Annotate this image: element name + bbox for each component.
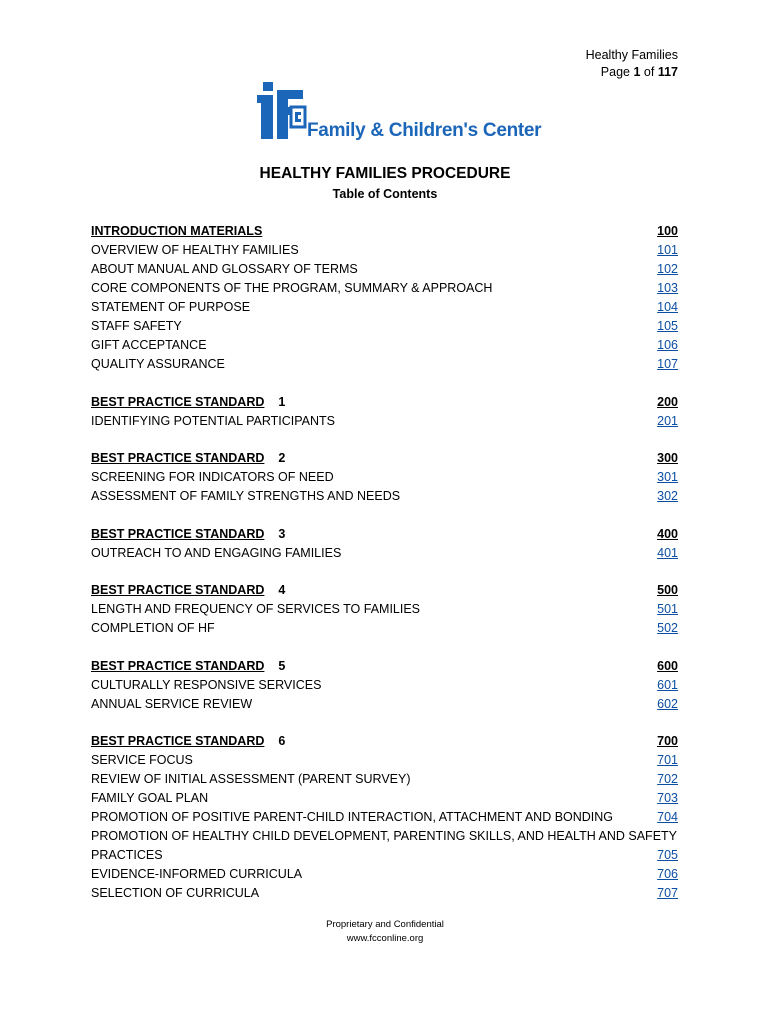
toc-section-heading[interactable] <box>91 657 678 676</box>
toc-standard-number: 5 <box>278 658 286 673</box>
toc-entry[interactable] <box>91 412 678 431</box>
toc-entry[interactable] <box>91 789 678 808</box>
toc-entry[interactable] <box>91 751 678 770</box>
toc-entry-label: SERVICE FOCUS <box>91 753 193 767</box>
toc-heading-label <box>91 732 657 751</box>
toc-entry[interactable] <box>91 600 678 619</box>
toc-entry-label: GIFT ACCEPTANCE <box>91 338 207 352</box>
toc-section-heading[interactable] <box>91 449 678 468</box>
toc-entry-page-link[interactable]: 302 <box>657 489 678 503</box>
toc-entry-page-link[interactable]: 106 <box>657 338 678 352</box>
toc-entry[interactable] <box>91 260 678 279</box>
toc-entry[interactable] <box>91 846 678 865</box>
toc-entry[interactable] <box>91 487 678 506</box>
document-subtitle: Table of Contents <box>332 187 438 201</box>
toc-heading-text: BEST PRACTICE STANDARD <box>91 526 265 541</box>
toc-entry[interactable] <box>91 544 678 563</box>
toc-heading-label <box>91 525 657 544</box>
toc-entry-label: STATEMENT OF PURPOSE <box>91 300 251 314</box>
org-logo <box>255 80 542 146</box>
toc-entry-label: PROMOTION OF POSITIVE PARENT-CHILD INTERACTION, ATTACHMENT AND BONDING <box>91 810 614 824</box>
toc-heading-text: INTRODUCTION MATERIALS <box>91 224 263 238</box>
toc-entry-page-link[interactable]: 701 <box>657 753 678 767</box>
toc-heading-page: 500 <box>657 583 678 597</box>
table-of-contents <box>91 222 678 922</box>
fcc-logo-mark-icon <box>255 80 311 142</box>
page-total: 117 <box>657 65 678 79</box>
toc-standard-number: 1 <box>278 394 286 409</box>
toc-heading-text: BEST PRACTICE STANDARD <box>91 658 265 673</box>
toc-heading-label <box>91 581 657 600</box>
toc-heading-text: BEST PRACTICE STANDARD <box>91 394 265 409</box>
toc-entry-label: PROMOTION OF HEALTHY CHILD DEVELOPMENT, PARENTING SKILLS, AND HEALTH AND SAFETY <box>91 829 677 843</box>
toc-standard-number: 4 <box>278 583 286 597</box>
toc-heading-page: 300 <box>657 451 678 465</box>
toc-heading-page: 100 <box>657 224 678 238</box>
header-doc-name: Healthy Families <box>585 48 678 62</box>
toc-standard-number: 6 <box>278 734 286 748</box>
toc-heading-label <box>91 222 657 241</box>
toc-heading-label <box>91 393 657 412</box>
toc-heading-page: 600 <box>657 658 678 673</box>
toc-heading-page: 700 <box>657 734 678 748</box>
toc-section <box>91 657 678 714</box>
header-page-number <box>586 64 678 81</box>
toc-entry[interactable] <box>91 355 678 374</box>
toc-entry[interactable] <box>91 336 678 355</box>
toc-entry-label: ASSESSMENT OF FAMILY STRENGTHS AND NEEDS <box>91 489 401 503</box>
page-header <box>586 47 678 81</box>
toc-heading-page: 400 <box>657 526 678 541</box>
toc-entry-label: OUTREACH TO AND ENGAGING FAMILIES <box>91 545 342 560</box>
toc-entry[interactable] <box>91 770 678 789</box>
toc-entry[interactable] <box>91 619 678 638</box>
toc-entry-label: ANNUAL SERVICE REVIEW <box>91 696 253 711</box>
toc-entry-page-link[interactable]: 102 <box>657 262 678 276</box>
toc-heading-label <box>91 449 657 468</box>
toc-entry[interactable] <box>91 827 678 846</box>
toc-entry-label: OVERVIEW OF HEALTHY FAMILIES <box>91 243 299 257</box>
page-prefix: Page <box>600 65 630 79</box>
toc-entry-page-link[interactable]: 704 <box>657 810 678 824</box>
toc-entry-page-link[interactable]: 501 <box>657 602 678 616</box>
toc-section-heading[interactable] <box>91 525 678 544</box>
toc-entry[interactable] <box>91 468 678 487</box>
toc-entry-page-link[interactable]: 101 <box>657 243 678 257</box>
toc-entry-label: REVIEW OF INITIAL ASSESSMENT (PARENT SURVEY) <box>91 772 411 786</box>
toc-entry-page-link[interactable]: 601 <box>657 677 678 692</box>
toc-entry-page-link[interactable]: 401 <box>657 545 678 560</box>
toc-heading-label <box>91 657 657 676</box>
toc-entry[interactable] <box>91 676 678 695</box>
toc-section <box>91 393 678 431</box>
toc-section-heading[interactable] <box>91 393 678 412</box>
toc-section-heading[interactable] <box>91 222 678 241</box>
toc-entry-label: SELECTION OF CURRICULA <box>91 886 260 900</box>
toc-heading-text: BEST PRACTICE STANDARD <box>91 451 265 465</box>
toc-section <box>91 525 678 563</box>
toc-entry[interactable] <box>91 808 678 827</box>
toc-entry-label: PRACTICES <box>91 848 163 862</box>
toc-standard-number: 3 <box>278 526 286 541</box>
document-title: HEALTHY FAMILIES PROCEDURE <box>259 165 511 182</box>
toc-section-heading[interactable] <box>91 581 678 600</box>
toc-heading-page: 200 <box>657 394 678 409</box>
toc-entry[interactable] <box>91 884 678 903</box>
toc-heading-text: BEST PRACTICE STANDARD <box>91 734 265 748</box>
toc-entry-label: ABOUT MANUAL AND GLOSSARY OF TERMS <box>91 262 358 276</box>
toc-section <box>91 222 678 374</box>
page-current: 1 <box>633 65 641 79</box>
footer-website: www.fcconline.org <box>346 933 424 944</box>
toc-entry[interactable] <box>91 279 678 298</box>
toc-entry-label: CULTURALLY RESPONSIVE SERVICES <box>91 677 322 692</box>
toc-section <box>91 581 678 638</box>
toc-entry-page-link[interactable]: 107 <box>657 357 678 371</box>
toc-entry-label: CORE COMPONENTS OF THE PROGRAM, SUMMARY & APPROACH <box>91 281 493 295</box>
toc-entry-page-link[interactable]: 703 <box>657 791 678 805</box>
toc-standard-number: 2 <box>278 451 286 465</box>
toc-entry-page-link[interactable]: 705 <box>657 848 678 862</box>
toc-entry-label: SCREENING FOR INDICATORS OF NEED <box>91 470 334 484</box>
toc-heading-text: BEST PRACTICE STANDARD <box>91 583 265 597</box>
toc-entry-label: LENGTH AND FREQUENCY OF SERVICES TO FAMILIES <box>91 602 421 616</box>
toc-entry-page-link[interactable]: 103 <box>657 281 678 295</box>
toc-entry-label: FAMILY GOAL PLAN <box>91 791 209 805</box>
page-footer <box>0 918 770 946</box>
toc-entry[interactable] <box>91 695 678 714</box>
toc-entry-page-link[interactable]: 502 <box>657 621 678 635</box>
toc-section <box>91 449 678 506</box>
toc-entry-page-link[interactable]: 104 <box>657 300 678 314</box>
page-of: of <box>643 65 655 79</box>
toc-entry-label: COMPLETION OF HF <box>91 621 215 635</box>
toc-entry[interactable] <box>91 317 678 336</box>
toc-entry-page-link[interactable]: 602 <box>657 696 678 711</box>
toc-entry[interactable] <box>91 298 678 317</box>
footer-confidential: Proprietary and Confidential <box>326 919 444 930</box>
org-name: Family & Children's Center <box>307 120 542 141</box>
toc-entry-page-link[interactable]: 105 <box>657 319 678 333</box>
toc-section <box>91 732 678 903</box>
toc-entry-page-link[interactable]: 702 <box>657 772 678 786</box>
toc-entry-label: IDENTIFYING POTENTIAL PARTICIPANTS <box>91 413 336 428</box>
toc-entry-page-link[interactable]: 301 <box>657 470 678 484</box>
toc-entry[interactable] <box>91 865 678 884</box>
toc-entry-label: EVIDENCE-INFORMED CURRICULA <box>91 867 303 881</box>
toc-entry-page-link[interactable]: 706 <box>657 867 678 881</box>
toc-entry-label: STAFF SAFETY <box>91 319 182 333</box>
toc-section-heading[interactable] <box>91 732 678 751</box>
toc-entry[interactable] <box>91 241 678 260</box>
toc-entry-label: QUALITY ASSURANCE <box>91 357 225 371</box>
toc-entry-page-link[interactable]: 201 <box>657 413 678 428</box>
toc-entry-page-link[interactable]: 707 <box>657 886 678 900</box>
